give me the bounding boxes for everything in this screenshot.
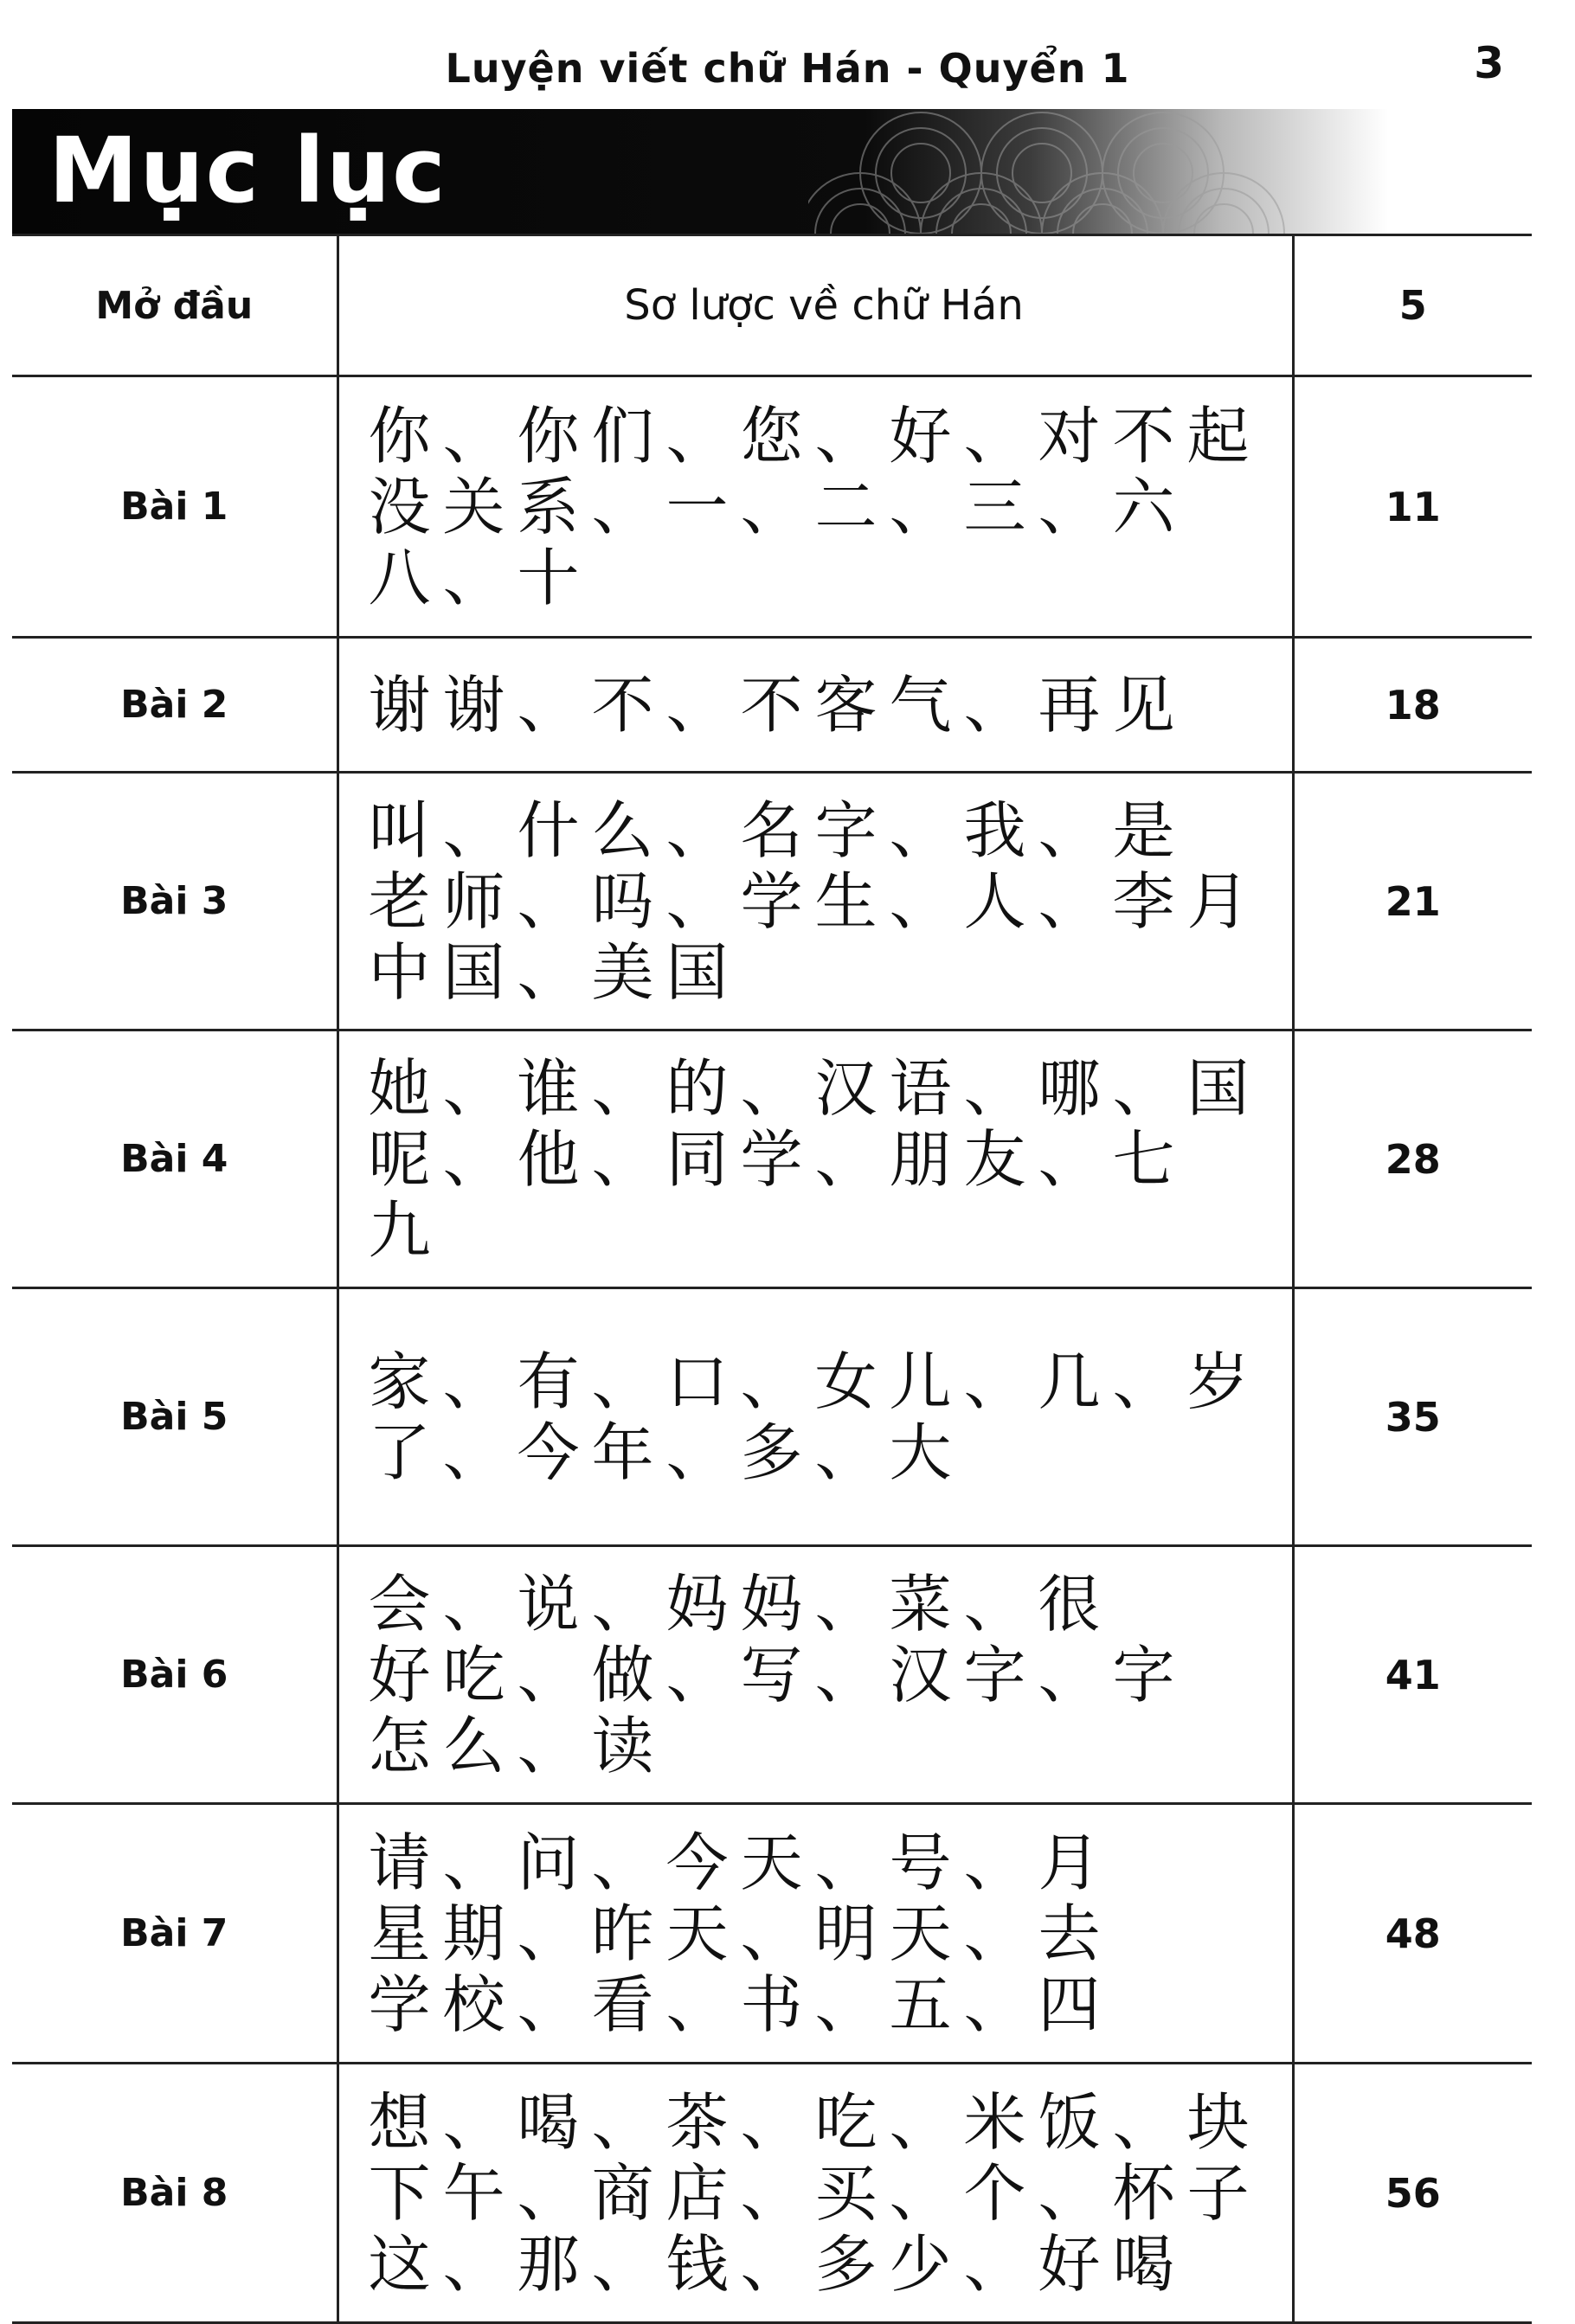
toc-row-lesson-1 [12, 376, 1532, 638]
lesson-characters [338, 376, 1293, 638]
characters-line: 呢、他、同学、朋友、七 [368, 1122, 1187, 1196]
page-ref: 41 [1293, 1546, 1532, 1804]
lesson-label: Bài 3 [12, 773, 338, 1030]
toc-row-intro [12, 235, 1532, 376]
characters-line: 老师、吗、学生、人、李月 [368, 864, 1262, 938]
characters-line: 谢谢、不、不客气、再见 [368, 668, 1187, 741]
characters-line: 九 [368, 1193, 443, 1267]
toc-row-lesson-7 [12, 1804, 1532, 2064]
lesson-label: Bài 5 [12, 1288, 338, 1546]
lesson-characters [338, 1030, 1293, 1288]
table-of-contents [12, 234, 1532, 2324]
lesson-characters [338, 1804, 1293, 2064]
lesson-characters [338, 2064, 1293, 2323]
page-ref: 18 [1293, 638, 1532, 773]
running-title: Luyện viết chữ Hán - Quyển 1 [445, 45, 1130, 92]
lesson-label: Bài 8 [12, 2064, 338, 2323]
characters-line: 她、谁、的、汉语、哪、国 [368, 1051, 1262, 1125]
characters-line: 请、问、今天、号、月 [368, 1826, 1113, 1899]
characters-line: 想、喝、茶、吃、米饭、块 [368, 2085, 1262, 2159]
lesson-label: Bài 7 [12, 1804, 338, 2064]
characters-line: 下午、商店、买、个、杯子 [368, 2156, 1262, 2230]
characters-line: 家、有、口、女儿、几、岁 [368, 1345, 1262, 1418]
lesson-characters [338, 773, 1293, 1030]
characters-line: 中国、美国 [368, 935, 741, 1009]
page-ref: 5 [1293, 235, 1532, 376]
toc-row-lesson-5 [12, 1288, 1532, 1546]
characters-line: 你、你们、您、好、对不起 [368, 399, 1262, 472]
characters-line: 学校、看、书、五、四 [368, 1968, 1113, 2041]
page-ref: 48 [1293, 1804, 1532, 2064]
characters-line: 八、十 [368, 541, 592, 614]
characters-line: 好吃、做、写、汉字、字 [368, 1638, 1187, 1711]
lesson-characters [338, 1546, 1293, 1804]
toc-row-lesson-8 [12, 2064, 1532, 2323]
lesson-summary: Sơ lược về chữ Hán [338, 235, 1293, 376]
page-ref: 28 [1293, 1030, 1532, 1288]
toc-row-lesson-2 [12, 638, 1532, 773]
lesson-label: Bài 1 [12, 376, 338, 638]
section-title: Mục lục [48, 118, 447, 223]
characters-line: 会、说、妈妈、菜、很 [368, 1567, 1113, 1640]
toc-row-lesson-3 [12, 773, 1532, 1030]
wave-pattern-decoration [808, 109, 1293, 234]
characters-line: 星期、昨天、明天、去 [368, 1897, 1113, 1970]
page-ref: 35 [1293, 1288, 1532, 1546]
characters-line: 了、今年、多、大 [368, 1416, 964, 1489]
page-number: 3 [1474, 38, 1504, 88]
characters-line: 怎么、读 [368, 1709, 666, 1782]
lesson-characters [338, 638, 1293, 773]
lesson-label: Mở đầu [12, 235, 338, 376]
lesson-label: Bài 6 [12, 1546, 338, 1804]
page-ref: 21 [1293, 773, 1532, 1030]
section-banner [12, 109, 1388, 234]
toc-row-lesson-6 [12, 1546, 1532, 1804]
toc-row-lesson-4 [12, 1030, 1532, 1288]
characters-line: 这、那、钱、多少、好喝 [368, 2227, 1187, 2301]
characters-line: 没关系、一、二、三、六 [368, 470, 1187, 543]
page-ref: 56 [1293, 2064, 1532, 2323]
lesson-label: Bài 4 [12, 1030, 338, 1288]
page-ref: 11 [1293, 376, 1532, 638]
characters-line: 叫、什么、名字、我、是 [368, 793, 1187, 867]
lesson-characters [338, 1288, 1293, 1546]
lesson-label: Bài 2 [12, 638, 338, 773]
